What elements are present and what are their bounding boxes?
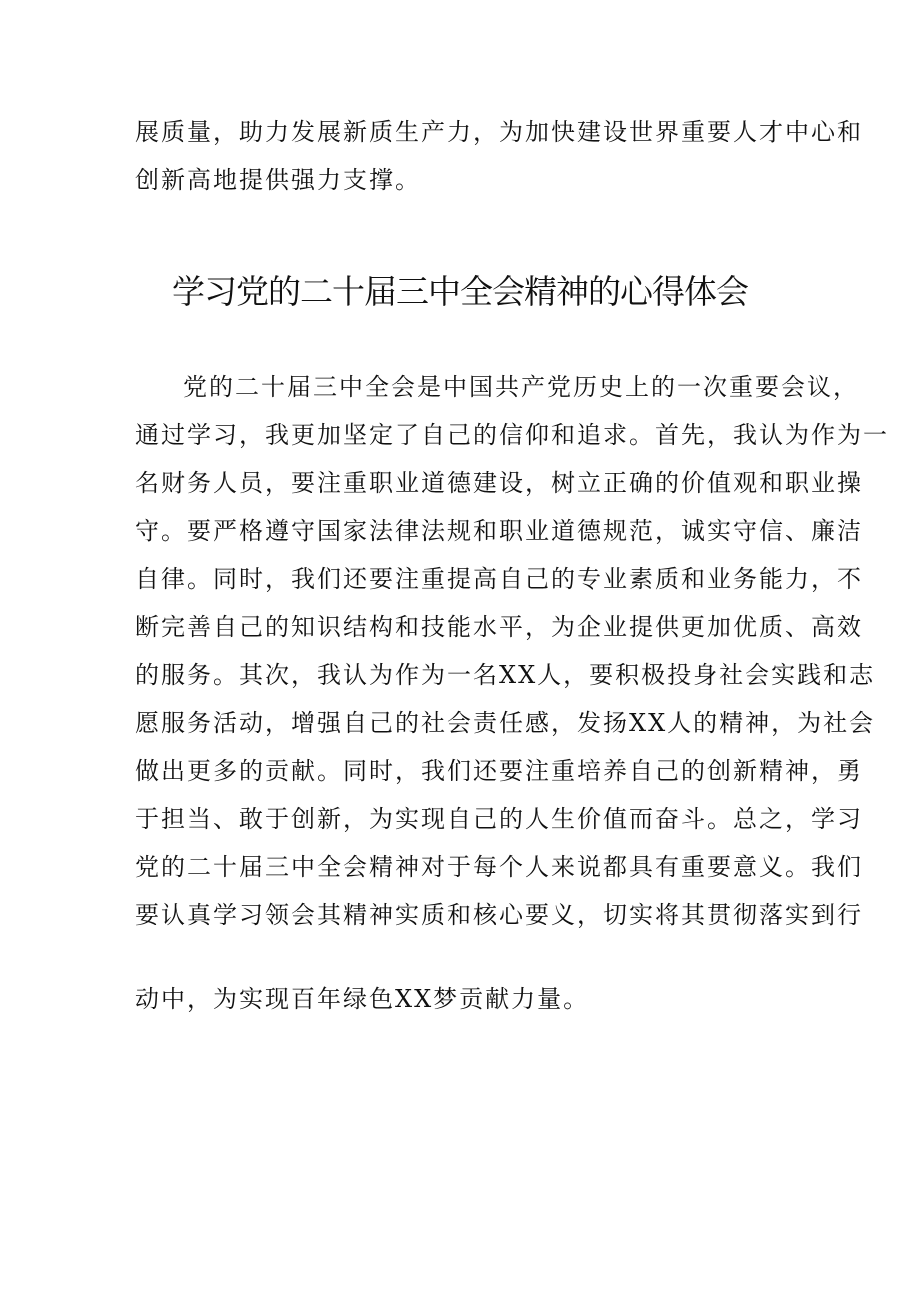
paragraph-line-9: 做出更多的贡献。同时，我们还要注重培养自己的创新精神，勇 xyxy=(135,757,863,785)
intro-line-1: 展质量，助力发展新质生产力，为加快建设世界重要人才中心和 xyxy=(135,118,863,146)
paragraph-line-7: 的服务。其次，我认为作为一名XX人，要积极投身社会实践和志 xyxy=(135,661,876,689)
intro-line-2: 创新高地提供强力支撑。 xyxy=(135,166,421,194)
paragraph-line-5: 自律。同时，我们还要注重提高自己的专业素质和业务能力，不 xyxy=(135,565,863,593)
paragraph-line-8: 愿服务活动，增强自己的社会责任感，发扬XX人的精神，为社会 xyxy=(135,709,876,737)
article-title: 学习党的二十届三中全会精神的心得体会 xyxy=(172,272,748,311)
paragraph-line-2: 通过学习，我更加坚定了自己的信仰和追求。首先，我认为作为一 xyxy=(135,421,889,449)
paragraph-line-4: 守。要严格遵守国家法律法规和职业道德规范，诚实守信、廉洁 xyxy=(135,517,863,545)
paragraph-line-12: 要认真学习领会其精神实质和核心要义，切实将其贯彻落实到行 xyxy=(135,901,863,929)
paragraph-line-1: 党的二十届三中全会是中国共产党历史上的一次重要会议， xyxy=(183,373,859,401)
paragraph-line-6: 断完善自己的知识结构和技能水平，为企业提供更加优质、高效 xyxy=(135,613,863,641)
paragraph-line-11: 党的二十届三中全会精神对于每个人来说都具有重要意义。我们 xyxy=(135,853,863,881)
paragraph-line-3: 名财务人员，要注重职业道德建设，树立正确的价值观和职业操 xyxy=(135,469,863,497)
paragraph-line-10: 于担当、敢于创新，为实现自己的人生价值而奋斗。总之，学习 xyxy=(135,805,863,833)
paragraph-line-13: 动中，为实现百年绿色XX梦贡献力量。 xyxy=(135,985,590,1013)
